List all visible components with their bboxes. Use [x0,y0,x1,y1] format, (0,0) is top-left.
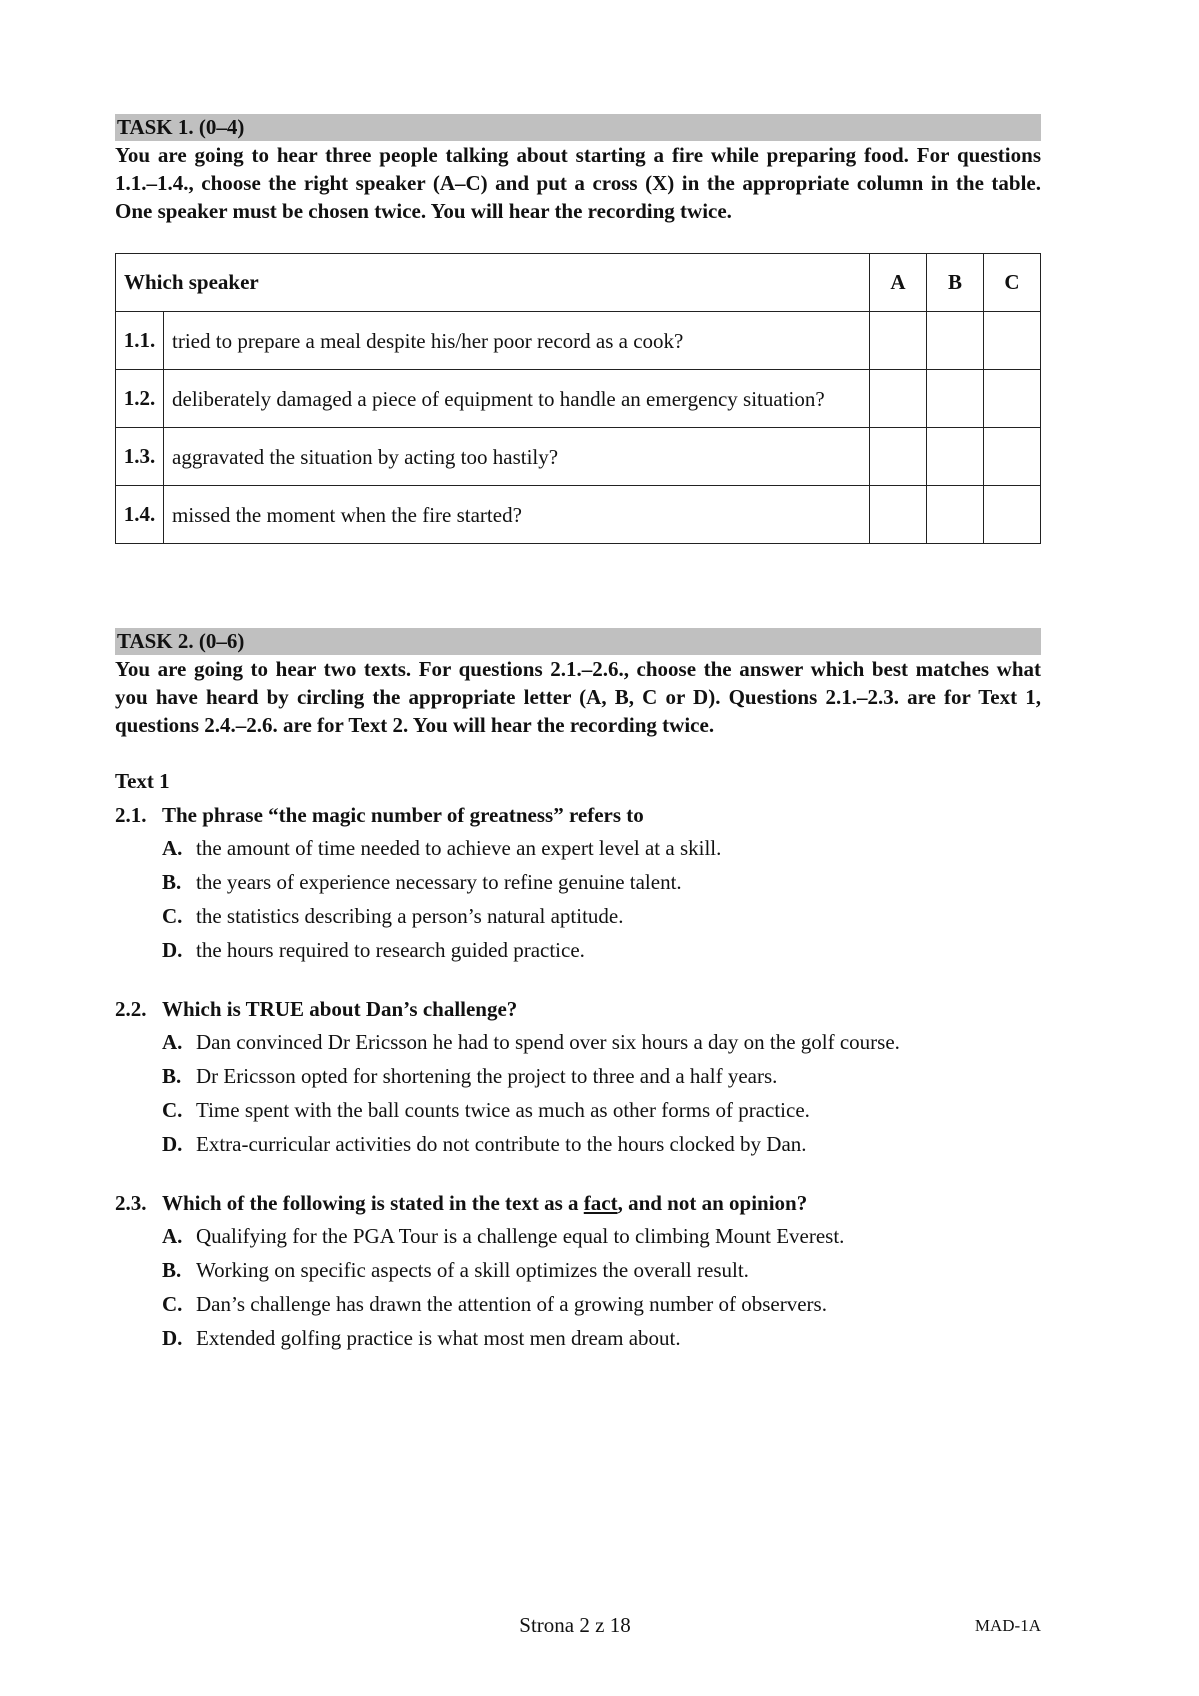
table-header-question: Which speaker [116,254,870,312]
question-number: 2.3. [115,1191,147,1215]
question-stem [115,799,1041,831]
option-text: Working on specific aspects of a skill optimizes the overall result. [196,1258,749,1282]
option-letter[interactable]: B. [162,870,182,894]
answer-option[interactable] [115,1093,1041,1127]
column-c-header: C [984,254,1041,312]
item-number: 1.1. [116,312,164,370]
answer-option[interactable] [115,933,1041,967]
question-stem [115,993,1041,1025]
task1-section [115,114,1041,544]
option-text: Extended golfing practice is what most men dream about. [196,1326,681,1350]
option-text: the years of experience necessary to refine genuine talent. [196,870,682,894]
question-number: 2.1. [115,803,147,827]
option-letter[interactable]: A. [162,836,183,860]
task1-heading: TASK 1. (0–4) [115,114,1041,141]
column-b-header: B [927,254,984,312]
answer-cell-c[interactable] [984,486,1041,544]
answer-option[interactable] [115,1025,1041,1059]
option-text: Extra-curricular activities do not contribute to the hours clocked by Dan. [196,1132,807,1156]
option-text: Dr Ericsson opted for shortening the project to three and a half years. [196,1064,778,1088]
option-text: Dan convinced Dr Ericsson he had to spend over six hours a day on the golf course. [196,1030,900,1054]
answer-option[interactable] [115,1219,1041,1253]
option-text: the hours required to research guided practice. [196,938,585,962]
answer-cell-b[interactable] [927,428,984,486]
question-text: Which is TRUE about Dan’s challenge? [162,997,518,1021]
answer-option[interactable] [115,1287,1041,1321]
item-text: aggravated the situation by acting too hastily? [164,428,870,486]
question-stem [115,1187,1041,1219]
table-row [116,370,1041,428]
option-letter[interactable]: C. [162,1292,183,1316]
item-number: 1.2. [116,370,164,428]
answer-cell-c[interactable] [984,428,1041,486]
option-letter[interactable]: A. [162,1224,183,1248]
answer-cell-a[interactable] [870,370,927,428]
task2-instruction: You are going to hear two texts. For questions 2.1.–2.6., choose the answer which best matches what you have heard by circling the appropriate letter (A, B, C or D). Questions 2.1.–2.3. are for Text 1, questions 2.4.–2.6. are for Text 2. You will hear the recording twice. [115,657,1041,737]
question-text-end: , and not an opinion? [617,1191,808,1215]
item-text: deliberately damaged a piece of equipment to handle an emergency situation? [164,370,870,428]
exam-page [115,114,1041,1355]
answer-cell-c[interactable] [984,370,1041,428]
item-number: 1.3. [116,428,164,486]
answer-cell-b[interactable] [927,370,984,428]
table-row [116,312,1041,370]
answer-cell-b[interactable] [927,312,984,370]
answer-cell-a[interactable] [870,312,927,370]
option-letter[interactable]: D. [162,1132,183,1156]
answer-option[interactable] [115,831,1041,865]
speaker-table-header [116,254,1041,312]
option-letter[interactable]: B. [162,1258,182,1282]
question-text: The phrase “the magic number of greatness” refers to [162,803,644,827]
answer-option[interactable] [115,1127,1041,1161]
task2-heading: TASK 2. (0–6) [115,628,1041,655]
answer-option[interactable] [115,899,1041,933]
option-letter[interactable]: B. [162,1064,182,1088]
question-number: 2.2. [115,997,147,1021]
option-text: Dan’s challenge has drawn the attention of a growing number of observers. [196,1292,827,1316]
option-letter[interactable]: C. [162,904,183,928]
item-text: missed the moment when the fire started? [164,486,870,544]
option-text: Qualifying for the PGA Tour is a challenge equal to climbing Mount Everest. [196,1224,845,1248]
answer-cell-b[interactable] [927,486,984,544]
answer-option[interactable] [115,865,1041,899]
answer-cell-a[interactable] [870,486,927,544]
option-text: the amount of time needed to achieve an expert level at a skill. [196,836,722,860]
question-2-2 [115,993,1041,1161]
item-text: tried to prepare a meal despite his/her poor record as a cook? [164,312,870,370]
question-2-3 [115,1187,1041,1355]
option-letter[interactable]: A. [162,1030,183,1054]
question-text-emphasis: fact [583,1191,618,1215]
item-number: 1.4. [116,486,164,544]
table-row [116,428,1041,486]
answer-cell-a[interactable] [870,428,927,486]
answer-option[interactable] [115,1321,1041,1355]
answer-cell-c[interactable] [984,312,1041,370]
answer-option[interactable] [115,1059,1041,1093]
exam-code: MAD-1A [974,1616,1041,1635]
option-text: the statistics describing a person’s natural aptitude. [196,904,624,928]
question-text-start: Which of the following is stated in the text as a [162,1191,584,1215]
speaker-table [115,253,1041,544]
question-2-1 [115,799,1041,967]
answer-option[interactable] [115,1253,1041,1287]
task2-section [115,628,1041,1355]
task1-instruction: You are going to hear three people talking about starting a fire while preparing food. For questions 1.1.–1.4., choose the right speaker (A–C) and put a cross (X) in the appropriate column in the table. One speaker must be chosen twice. You will hear the recording twice. [115,143,1041,223]
option-letter[interactable]: D. [162,938,183,962]
page-number: Strona 2 z 18 [519,1613,631,1637]
option-letter[interactable]: D. [162,1326,183,1350]
option-letter[interactable]: C. [162,1098,183,1122]
text-label: Text 1 [115,769,170,793]
column-a-header: A [870,254,927,312]
option-text: Time spent with the ball counts twice as much as other forms of practice. [196,1098,810,1122]
table-row [116,486,1041,544]
